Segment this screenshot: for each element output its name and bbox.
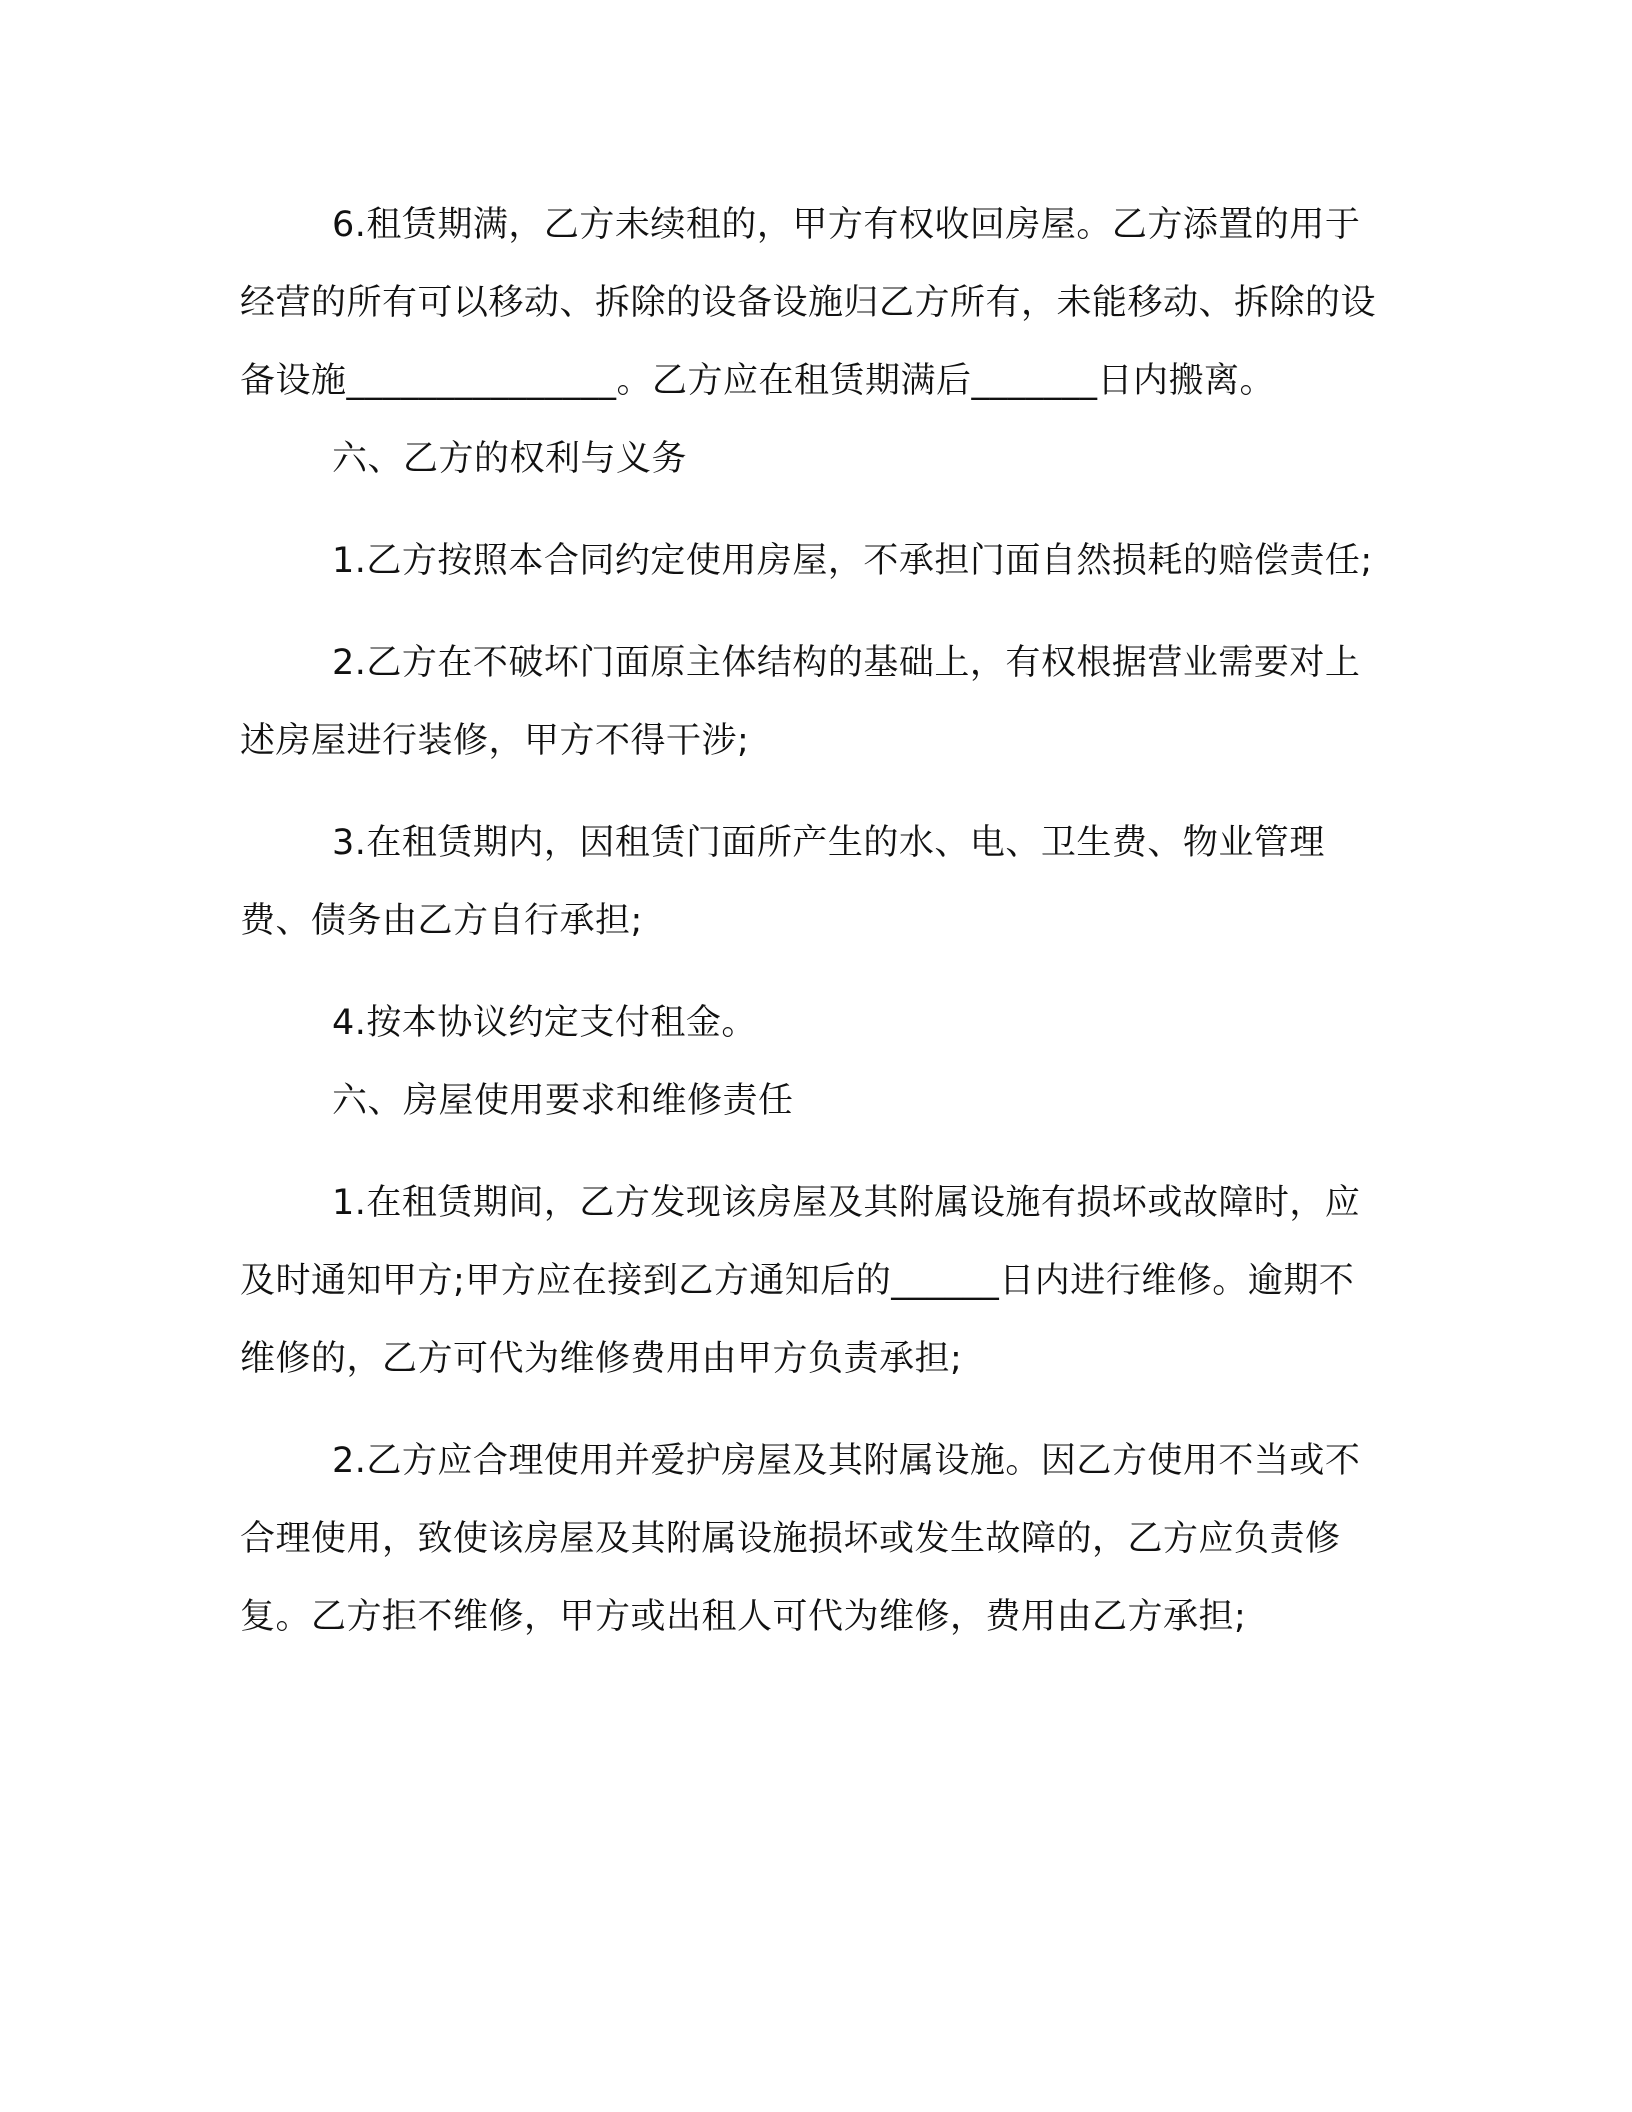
clause-paragraph: 1.在租赁期间，乙方发现该房屋及其附属设施有损坏或故障时，应及时通知甲方;甲方应在接到乙方通知后的______日内进行维修。逾期不维修的，乙方可代为维修费用由甲方负责承担; (240, 1183, 1361, 1379)
clause-paragraph: 2.乙方在不破坏门面原主体结构的基础上，有权根据营业需要对上述房屋进行装修，甲方不得干涉; (240, 643, 1361, 761)
document-body (240, 186, 1380, 1656)
clause-paragraph: 6.租赁期满，乙方未续租的，甲方有权收回房屋。乙方添置的用于经营的所有可以移动、拆除的设备设施归乙方所有，未能移动、拆除的设备设施_______________。乙方应在租赁期满后_______日内搬离。 (240, 205, 1377, 401)
section-heading: 六、房屋使用要求和维修责任 (332, 1081, 794, 1121)
clause-paragraph: 2.乙方应合理使用并爱护房屋及其附属设施。因乙方使用不当或不合理使用，致使该房屋及其附属设施损坏或发生故障的，乙方应负责修复。乙方拒不维修，甲方或出租人可代为维修，费用由乙方承担; (240, 1441, 1361, 1637)
section-heading: 六、乙方的权利与义务 (332, 439, 688, 479)
clause-paragraph: 4.按本协议约定支付租金。 (332, 1003, 757, 1043)
clause-paragraph: 3.在租赁期内，因租赁门面所产生的水、电、卫生费、物业管理费、债务由乙方自行承担; (240, 823, 1325, 941)
clause-paragraph: 1.乙方按照本合同约定使用房屋，不承担门面自然损耗的赔偿责任; (332, 541, 1373, 581)
